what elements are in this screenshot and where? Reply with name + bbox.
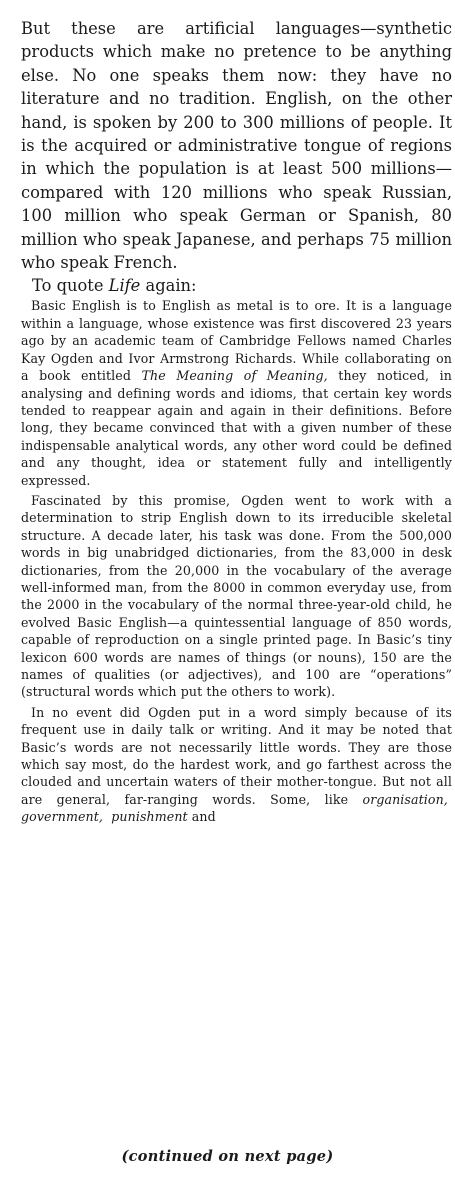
- example-word: punishment: [111, 809, 188, 825]
- quote-text: Fascinated by this promise, Ogden went to work with a determination to strip English down to its irreducible skeletal structure. A decade later, his task was done. From the 500,000 words in big unabridged dictionaries, from the 83,000 in desk dictionaries, from the 20,000 in the vocabulary of the average well-informed man, from the 8000 in common everyday use, from the 2000 in the vocabulary of the normal three-year-old child, he evolved Basic English—a quintessential language of 850 words, capable of reproduction on a single printed page. In Basic’s tiny lexicon 600 words are names of things (or nouns), 150 are the names of qualities (or adjectives), and 100 are “operations” (structural words which put the others to work).: [21, 492, 452, 700]
- quote-text: they noticed, in analysing and defining words and idioms, that certain key words tended to reappear again and again in their definitions. Before long, they became convinced that with a given number of these indispensable analytical words, any other word could be defined and any thought, idea or statement fully and intelligently expressed.: [21, 368, 453, 488]
- paragraph-text: But these are artificial languages—synthetic products which make no pretence to be anything else. No one speaks them now: they have no literature and no tradition. English, on the other hand, is spoken by 200 to 300 millions of people. It is the acquired or administrative tongue of regions in which the population is at least 500 millions—compared with 120 millions who speak Russian, 100 million who speak German or Spanish, 80 million who speak Japanese, and perhaps 75 million who speak French.: [21, 19, 452, 273]
- example-word: government,: [21, 809, 104, 825]
- quote-intro-source: Life: [108, 276, 141, 296]
- quote-text: Basic English is to English as metal is to ore. It is a language within a language, whose existence was first discovered 23 years ago by an academic team of Cambridge Fellows named Charles Kay Ogden and Ivor Armstrong Richards. While collaborating on a book entitled: [21, 298, 452, 384]
- continued-notice: (continued on next page): [121, 1148, 334, 1165]
- quote-text: and: [187, 809, 216, 825]
- article-body: [21, 17, 452, 826]
- quote-paragraph-origin: [21, 297, 452, 488]
- quote-paragraph-vocabulary: [21, 492, 452, 701]
- quote-intro-prefix: To quote: [32, 276, 109, 296]
- quote-intro: [21, 275, 452, 296]
- quote-text: In no event did Ogden put in a word simply because of its frequent use in daily talk or writing. And it may be noted that Basic’s words are not necessarily little words. They are those which say most, do the hardest work, and go farthest across the clouded and uncertain waters of their mother-tongue. But not all are general, far-ranging words. Some, like: [21, 704, 452, 807]
- book-title: The Meaning of Meaning,: [141, 368, 328, 384]
- paragraph-artificial-languages: [21, 17, 452, 274]
- quote-paragraph-word-choice: [21, 704, 452, 826]
- example-word: organisation,: [362, 791, 448, 807]
- quote-intro-suffix: again:: [140, 276, 197, 296]
